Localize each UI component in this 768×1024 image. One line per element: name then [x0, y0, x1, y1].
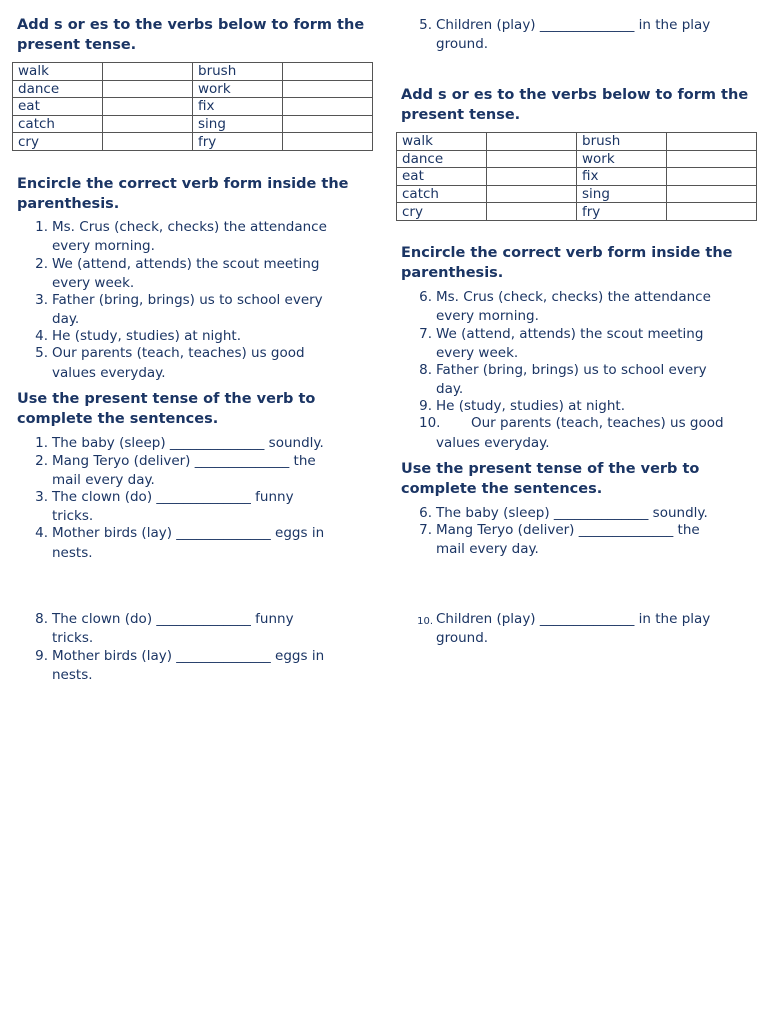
right-section2-title: Encircle the correct verb form inside the parenthesis. [401, 245, 733, 281]
table-row [13, 63, 373, 81]
answer-cell[interactable] [103, 115, 193, 133]
verb-cell: cry [397, 203, 487, 221]
verb-cell: work [193, 80, 283, 98]
answer-cell[interactable] [103, 98, 193, 116]
answer-cell[interactable] [667, 168, 757, 186]
right-section1-title: Add s or es to the verbs below to form the present tense. [401, 87, 749, 123]
list-item: 2. Mang Teryo (deliver) ______________ the mail every day. [35, 453, 316, 488]
list-item: 9. Mother birds (lay) ______________ eggs in nests. [35, 648, 325, 683]
answer-cell[interactable] [283, 63, 373, 81]
verb-cell: catch [13, 115, 103, 133]
answer-cell[interactable] [283, 133, 373, 151]
answer-cell[interactable] [283, 80, 373, 98]
list-item: 6. Ms. Crus (check, checks) the attendance every morning. [419, 289, 711, 324]
answer-cell[interactable] [667, 203, 757, 221]
list-item: 7. We (attend, attends) the scout meeting every week. [419, 326, 704, 361]
answer-cell[interactable] [667, 133, 757, 151]
right-verb-table [396, 132, 757, 221]
table-row [397, 185, 757, 203]
table-row [397, 203, 757, 221]
answer-cell[interactable] [487, 185, 577, 203]
answer-cell[interactable] [487, 168, 577, 186]
table-row [13, 115, 373, 133]
verb-cell: fry [193, 133, 283, 151]
table-row [397, 168, 757, 186]
list-item: 6. The baby (sleep) ______________ soundly. [419, 505, 708, 521]
list-item: 1. Ms. Crus (check, checks) the attendance every morning. [35, 219, 327, 254]
verb-cell: fix [193, 98, 283, 116]
verb-cell: cry [13, 133, 103, 151]
answer-cell[interactable] [103, 133, 193, 151]
left-section1-title: Add s or es to the verbs below to form the present tense. [17, 17, 365, 53]
table-row [13, 133, 373, 151]
list-item: 4. Mother birds (lay) ______________ eggs in nests. [35, 525, 325, 561]
verb-cell: brush [577, 133, 667, 151]
list-item: 10. Children (play) ______________ in the play ground. [417, 611, 711, 646]
list-item: 1. The baby (sleep) ______________ soundly. [35, 435, 324, 451]
verb-cell: walk [397, 133, 487, 151]
list-item: 3. The clown (do) ______________ funny tricks. [35, 489, 294, 524]
table-row [13, 98, 373, 116]
verb-cell: sing [193, 115, 283, 133]
list-item: 5. Our parents (teach, teaches) us good values everyday. [35, 345, 305, 381]
verb-cell: walk [13, 63, 103, 81]
table-row [397, 133, 757, 151]
answer-cell[interactable] [487, 150, 577, 168]
answer-cell[interactable] [283, 115, 373, 133]
answer-cell[interactable] [103, 63, 193, 81]
left-section2-title: Encircle the correct verb form inside the parenthesis. [17, 176, 349, 212]
verb-cell: fry [577, 203, 667, 221]
list-item: 7. Mang Teryo (deliver) ______________ the mail every day. [419, 522, 700, 557]
answer-cell[interactable] [103, 80, 193, 98]
list-item: 10. Our parents (teach, teaches) us good values everyday. [419, 415, 724, 451]
list-item: 4. He (study, studies) at night. [35, 328, 242, 344]
verb-cell: catch [397, 185, 487, 203]
left-verb-table [12, 62, 373, 151]
verb-cell: fix [577, 168, 667, 186]
list-item: 9. He (study, studies) at night. [419, 398, 626, 414]
verb-cell: eat [13, 98, 103, 116]
verb-cell: dance [397, 150, 487, 168]
verb-cell: dance [13, 80, 103, 98]
verb-cell: sing [577, 185, 667, 203]
table-row [13, 80, 373, 98]
left-section3-title: Use the present tense of the verb to complete the sentences. [17, 391, 316, 427]
answer-cell[interactable] [487, 133, 577, 151]
verb-cell: eat [397, 168, 487, 186]
table-row [397, 150, 757, 168]
answer-cell[interactable] [667, 150, 757, 168]
list-item: 8. Father (bring, brings) us to school every day. [419, 362, 707, 397]
verb-cell: work [577, 150, 667, 168]
answer-cell[interactable] [667, 185, 757, 203]
list-item: 5. Children (play) ______________ in the play ground. [419, 17, 711, 52]
list-item: 2. We (attend, attends) the scout meeting every week. [35, 256, 320, 291]
list-item: 3. Father (bring, brings) us to school every day. [35, 292, 323, 327]
right-section3-title: Use the present tense of the verb to complete the sentences. [401, 461, 700, 497]
list-item: 8. The clown (do) ______________ funny tricks. [35, 611, 294, 646]
answer-cell[interactable] [487, 203, 577, 221]
answer-cell[interactable] [283, 98, 373, 116]
verb-cell: brush [193, 63, 283, 81]
